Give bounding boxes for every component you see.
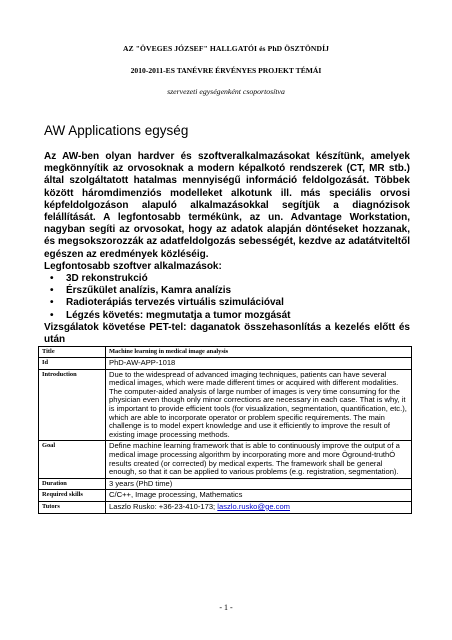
goal-value: Define machine learning framework that is able to continuously improve the output of a medical image processing algorithm by incorporating more and more Öground-truthÓ results created (or corrected) by medical experts. The framework shall be general enough, so that it can be applied to various problems (e.g. registration, segmentation). xyxy=(106,441,412,478)
list-item: • Légzés követés: megmutatja a tumor mozgását xyxy=(44,310,410,322)
section-body xyxy=(44,151,410,346)
table-row-tutors xyxy=(39,501,412,513)
closing-paragraph: Vizsgálatok követése PET-tel: daganatok összehasonlítás a kezelés előtt és után xyxy=(44,321,410,346)
intro-paragraph: Az AW-ben olyan hardver és szoftveralkalmazásokat készítünk, amelyek megkönnyítik az orvosoknak a modern képalkotó rendszerek (CT, MR stb.) által szolgáltatott hatalmas mennyiségű információ feldolgozását. Többek között háromdimenziós modelleket alkotunk ill. más speciális orvosi képfeldolgozáson alapuló alkalmazásokkal segítjük a diagnózisok felállítását. A legfontosabb termékünk, az un. Advantage Workstation, nagyban segíti az orvosokat, hogy az adatok alapján döntéseket hozzanak, és megsokszorozzák az adatfeldolgozás sebességét, kezdve az adatátviteltől egészen az eredmények közléséig. xyxy=(44,151,410,260)
goal-label: Goal xyxy=(39,441,106,478)
title-value: Machine learning in medical image analysis xyxy=(106,347,412,358)
table-row-id xyxy=(39,358,412,370)
list-heading: Legfontosabb szoftver alkalmazások: xyxy=(44,260,222,272)
list-item: • Radioterápiás tervezés virtuális szimulációval xyxy=(44,297,410,309)
skills-value: C/C++, Image processing, Mathematics xyxy=(106,490,412,502)
header-academic-year: 2010-2011-ES TANÉVRE ÉRVÉNYES PROJEKT TÉMÁI xyxy=(130,66,322,75)
tutor-email-link[interactable]: laszlo.rusko@ge.com xyxy=(217,501,291,511)
page-number: - 1 - xyxy=(219,603,233,612)
duration-value: 3 years (PhD time) xyxy=(106,478,412,490)
project-table xyxy=(38,346,412,514)
table-row-title xyxy=(39,347,412,358)
header-subtitle: szervezeti egységenként csoportosítva xyxy=(167,87,285,96)
duration-label: Duration xyxy=(39,478,106,490)
introduction-label: Introduction xyxy=(39,369,106,441)
header-scholarship-title: AZ "ÖVEGES JÓZSEF" HALLGATÓI és PhD ÖSZTÖNDÍJ xyxy=(122,44,330,53)
tutors-label: Tutors xyxy=(39,501,106,513)
list-item: • 3D rekonstrukció xyxy=(44,273,410,285)
introduction-value: Due to the widespread of advanced imaging techniques, patients can have several medical images, which were made different times or acquired with different modalities. The computer-aided analysis of large number of images is very time consuming for the physician even though only minor corrections are necessary in each case. That is why, it is important to provide efficient tools (for visualization, segmentation, quantification, etc.), which are able to incorporate operator or problem specific requirements. The main challenge is to model expert knowledge and use it efficiently to improve the result of existing image processing methods. xyxy=(106,369,412,441)
id-value: PhD-AW-APP-1018 xyxy=(106,358,412,370)
table-row-introduction xyxy=(39,369,412,441)
table-row-skills xyxy=(39,490,412,502)
id-label: Id xyxy=(39,358,106,370)
list-item: • Érszűkület analízis, Kamra analízis xyxy=(44,285,410,297)
software-list xyxy=(44,273,410,322)
section-title: AW Applications egység xyxy=(44,123,189,138)
title-label: Title xyxy=(39,347,106,358)
table-row-duration xyxy=(39,478,412,490)
skills-label: Required skills xyxy=(39,490,106,502)
tutor-name-phone: Laszlo Rusko: +36-23-410-173; xyxy=(109,501,216,511)
table-row-goal xyxy=(39,441,412,478)
tutors-value xyxy=(106,501,412,513)
